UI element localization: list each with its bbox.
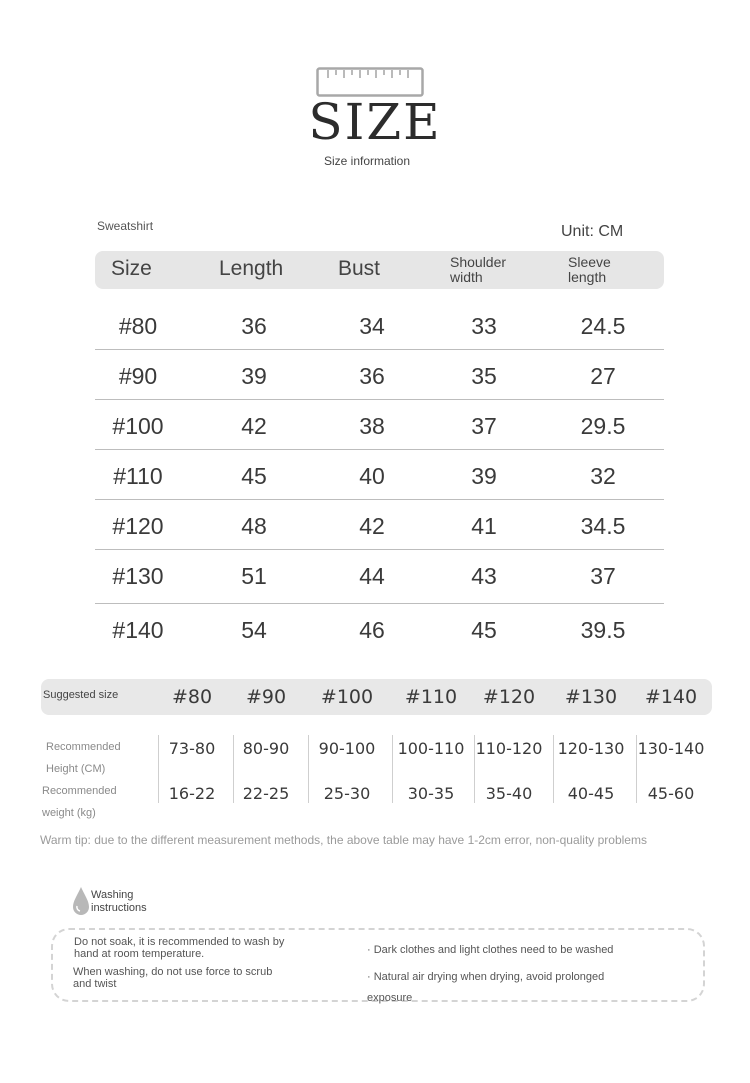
table-cell: 35 — [471, 363, 497, 389]
height-label-line2: Height (CM) — [46, 763, 106, 775]
suggested-size-value: #80 — [171, 686, 213, 708]
table-cell: #130 — [112, 563, 164, 589]
table-row — [95, 550, 664, 604]
header-shoulder-width: Shoulder width — [450, 254, 507, 285]
table-cell: 37 — [590, 563, 616, 589]
water-drop-icon — [71, 886, 91, 916]
table-cell: 37 — [471, 413, 497, 439]
recommended-height: 120-130 — [557, 739, 625, 758]
suggested-size-value: #90 — [245, 686, 287, 708]
table-cell: 39 — [471, 463, 497, 489]
table-cell: 34.5 — [580, 513, 626, 539]
table-cell: 40 — [359, 463, 385, 489]
suggested-size-value: #130 — [564, 686, 618, 708]
wash-tip-separate: · Dark clothes and light clothes need to be washed — [367, 944, 614, 956]
table-cell: #120 — [112, 513, 164, 539]
suggested-size-value: #100 — [320, 686, 374, 708]
table-row — [95, 604, 664, 654]
unit-label: Unit: CM — [561, 223, 624, 240]
table-cell: 36 — [241, 313, 267, 339]
table-cell: #110 — [113, 463, 163, 489]
table-cell: #140 — [112, 617, 164, 643]
recommended-weight: 45-60 — [647, 784, 695, 803]
table-cell: 44 — [359, 563, 385, 589]
table-cell: 54 — [241, 617, 267, 643]
column-divider — [158, 735, 159, 803]
height-label-line1: Recommended — [46, 741, 121, 753]
table-cell: 32 — [590, 463, 616, 489]
suggested-size-bar — [41, 679, 712, 715]
table-cell: 33 — [471, 313, 497, 339]
table-cell: 41 — [471, 513, 497, 539]
recommended-weight: 40-45 — [567, 784, 615, 803]
column-divider — [553, 735, 554, 803]
recommended-height: 100-110 — [397, 739, 465, 758]
page-subtitle: Size information — [323, 154, 411, 168]
header-size: Size — [111, 257, 152, 280]
table-cell: 42 — [241, 413, 267, 439]
table-cell: #80 — [118, 313, 158, 339]
table-cell: 48 — [241, 513, 267, 539]
product-name: Sweatshirt — [97, 219, 154, 233]
column-divider — [474, 735, 475, 803]
size-table-header — [95, 251, 664, 289]
table-cell: 24.5 — [580, 313, 626, 339]
column-divider — [233, 735, 234, 803]
suggested-size-value: #110 — [404, 686, 458, 708]
recommended-height: 90-100 — [318, 739, 376, 758]
header-bust: Bust — [338, 257, 381, 280]
table-cell: #100 — [112, 413, 164, 439]
table-cell: 39.5 — [580, 617, 626, 643]
table-row — [95, 400, 664, 450]
page-title: SIZE — [308, 93, 442, 151]
suggested-size-label: Suggested size — [43, 689, 119, 701]
suggested-size-value: #120 — [482, 686, 536, 708]
table-cell: 36 — [359, 363, 385, 389]
wash-tip-drying: · Natural air drying when drying, avoid prolonged — [367, 971, 605, 983]
table-cell: 29.5 — [580, 413, 626, 439]
header-sleeve-length: Sleeve length — [568, 254, 611, 285]
table-cell: 34 — [359, 313, 385, 339]
table-cell: 39 — [241, 363, 267, 389]
recommended-height: 80-90 — [242, 739, 290, 758]
table-row — [95, 450, 664, 500]
recommended-height: 110-120 — [475, 739, 543, 758]
recommended-weight: 35-40 — [485, 784, 533, 803]
recommended-height: 73-80 — [168, 739, 216, 758]
table-cell: 38 — [359, 413, 385, 439]
recommended-weight: 25-30 — [323, 784, 371, 803]
wash-tip-scrub: When washing, do not use force to scrub and twist — [73, 966, 273, 990]
table-cell: 46 — [359, 617, 385, 643]
size-table — [95, 300, 664, 654]
washing-title: Washing instructions — [91, 889, 147, 914]
wash-tip-exposure: exposure — [367, 992, 413, 1004]
column-divider — [636, 735, 637, 803]
weight-label-line1: Recommended — [42, 785, 117, 797]
wash-tip-soak: Do not soak, it is recommended to wash by hand at room temperature. — [74, 936, 285, 960]
recommended-weight: 16-22 — [168, 784, 216, 803]
table-cell: 45 — [471, 617, 497, 643]
table-cell: 51 — [241, 563, 267, 589]
warm-tip: Warm tip: due to the different measurement methods, the above table may have 1-2cm error, non-quality problems — [40, 833, 647, 847]
table-cell: #90 — [118, 363, 158, 389]
table-row — [95, 350, 664, 400]
header-length: Length — [219, 257, 284, 280]
table-cell: 45 — [241, 463, 267, 489]
table-cell: 43 — [471, 563, 497, 589]
table-cell: 27 — [590, 363, 616, 389]
weight-label-line2: weight (kg) — [42, 807, 96, 819]
table-cell: 42 — [359, 513, 385, 539]
suggested-size-value: #140 — [644, 686, 698, 708]
recommended-weight: 30-35 — [407, 784, 455, 803]
recommended-height: 130-140 — [637, 739, 705, 758]
table-row — [95, 500, 664, 550]
recommended-weight: 22-25 — [242, 784, 290, 803]
table-row — [95, 300, 664, 350]
column-divider — [392, 735, 393, 803]
column-divider — [308, 735, 309, 803]
